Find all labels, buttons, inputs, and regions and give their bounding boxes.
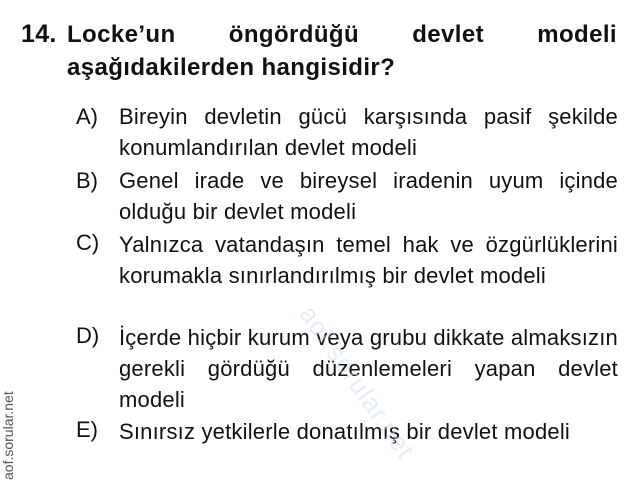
question-number: 14.: [21, 20, 57, 48]
option-c-letter: C): [76, 230, 100, 255]
question-text: Locke’un öngördüğü devlet modeli aşağıdakilerden hangisidir?: [67, 21, 617, 81]
side-watermark: aof.sorular.net: [0, 391, 16, 480]
option-e-text: Sınırsız yetkilerle donatılmış bir devlet modeli: [119, 419, 570, 444]
diagonal-watermark: aof.sorular.net: [293, 300, 422, 465]
option-e-letter: E): [76, 417, 98, 442]
option-d-text: İçerde hiçbir kurum veya grubu dikkate almaksızın gerekli gördüğü düzenlemeleri yapan devlet modeli: [119, 325, 618, 412]
option-a-text: Bireyin devletin gücü karşısında pasif şekilde konumlandırılan devlet modeli: [119, 104, 618, 160]
option-a-letter: A): [76, 104, 98, 129]
option-b-letter: B): [76, 168, 98, 193]
option-d-letter: D): [76, 323, 100, 348]
option-c-text: Yalnızca vatandaşın temel hak ve özgürlüklerini korumakla sınırlandırılmış bir devlet modeli: [119, 232, 618, 288]
option-b-text: Genel irade ve bireysel iradenin uyum içinde olduğu bir devlet modeli: [119, 168, 618, 224]
